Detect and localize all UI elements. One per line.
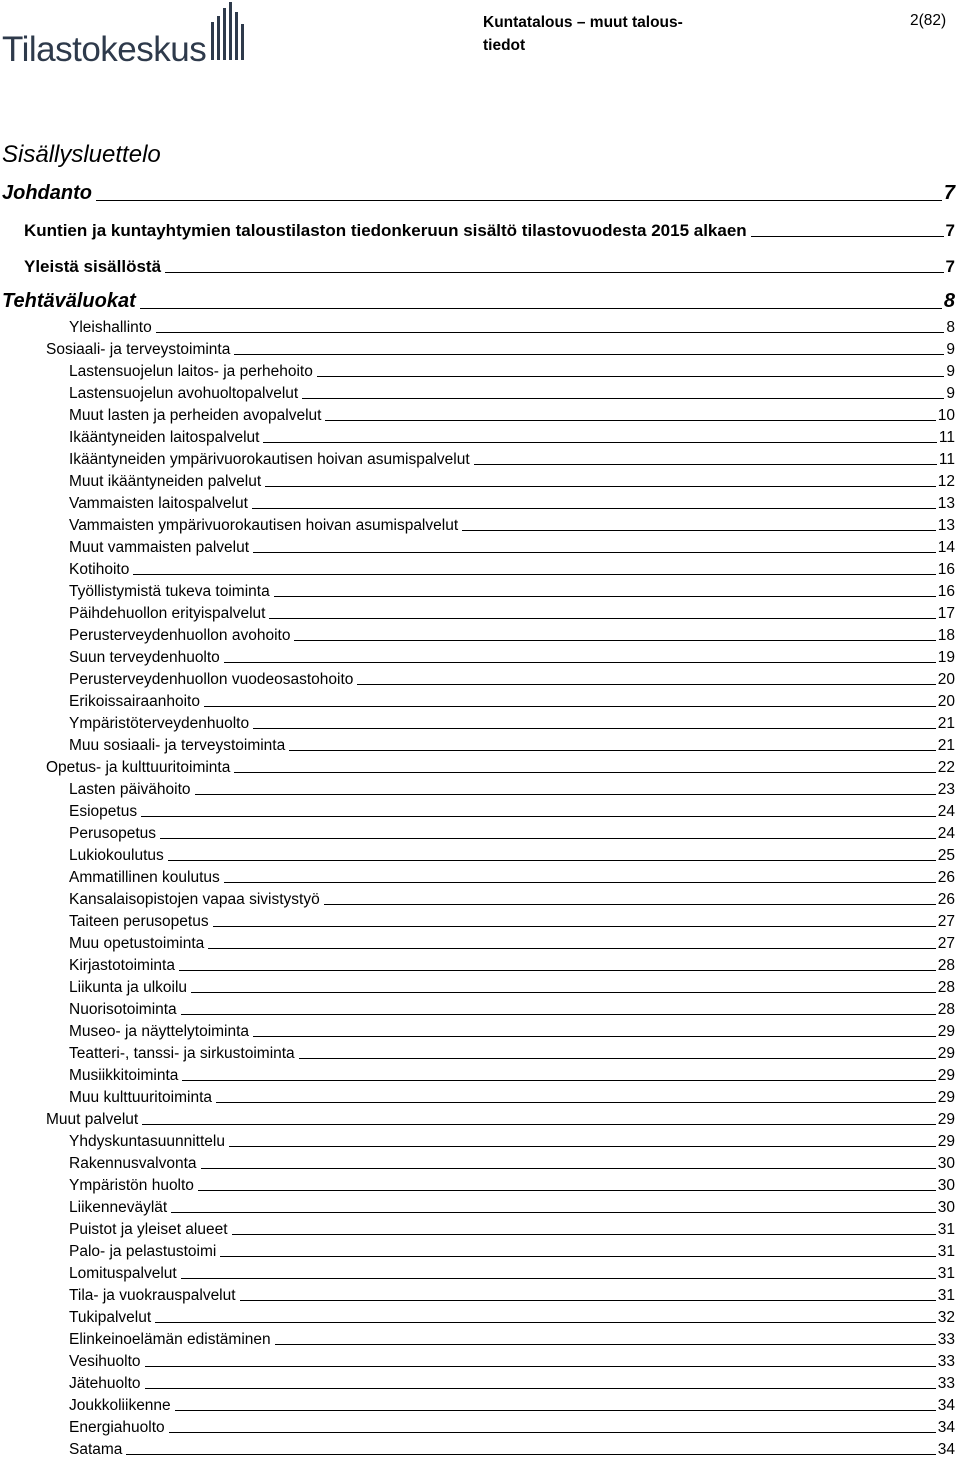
toc-entry-page: 11 bbox=[938, 451, 955, 468]
toc-entry-page: 29 bbox=[937, 1067, 955, 1084]
toc-entry[interactable] bbox=[69, 471, 955, 491]
toc-entry-title: Energiahuolto bbox=[69, 1419, 165, 1436]
toc-leader-line bbox=[269, 618, 935, 619]
toc-leader-line bbox=[240, 1300, 936, 1301]
toc-entry[interactable] bbox=[69, 735, 955, 755]
toc-leader-line bbox=[302, 398, 944, 399]
toc-entry-page: 9 bbox=[946, 363, 955, 380]
toc-entry-page: 16 bbox=[937, 583, 955, 600]
toc-leader-line bbox=[325, 420, 935, 421]
toc-entry-page: 22 bbox=[937, 759, 955, 776]
toc-entry[interactable] bbox=[69, 581, 955, 601]
toc-entry[interactable] bbox=[69, 1197, 955, 1217]
toc-entry-title: Muu sosiaali- ja terveystoiminta bbox=[69, 737, 286, 754]
toc-leader-line bbox=[169, 1432, 936, 1433]
toc-leader-line bbox=[208, 948, 935, 949]
toc-entry-page: 13 bbox=[937, 495, 955, 512]
toc-leader-line bbox=[294, 640, 935, 641]
toc-entry-title: Tehtäväluokat bbox=[2, 290, 136, 312]
toc-entry-page: 30 bbox=[937, 1155, 955, 1172]
toc-entry-page: 11 bbox=[938, 429, 955, 446]
toc-entry-page: 18 bbox=[937, 627, 955, 644]
toc-entry-page: 33 bbox=[937, 1375, 955, 1392]
toc-leader-line bbox=[168, 860, 936, 861]
toc-entry[interactable] bbox=[69, 383, 955, 403]
toc-entry-title: Lastensuojelun avohuoltopalvelut bbox=[69, 385, 299, 402]
toc-entry[interactable] bbox=[69, 1373, 955, 1393]
toc-entry-title: Kirjastotoiminta bbox=[69, 957, 175, 974]
toc-entry-title: Teatteri-, tanssi- ja sirkustoiminta bbox=[69, 1045, 295, 1062]
toc-entry-page: 28 bbox=[937, 957, 955, 974]
toc-entry-title: Muut lasten ja perheiden avopalvelut bbox=[69, 407, 322, 424]
toc-entry-title: Yleishallinto bbox=[69, 319, 152, 336]
toc-entry[interactable] bbox=[69, 801, 955, 821]
toc-leader-line bbox=[126, 1454, 935, 1455]
toc-entry-page: 26 bbox=[937, 869, 955, 886]
toc-leader-line bbox=[181, 1014, 936, 1015]
toc-leader-line bbox=[224, 882, 936, 883]
toc-entry-title: Esiopetus bbox=[69, 803, 138, 820]
toc-entry[interactable] bbox=[69, 911, 955, 931]
toc-entry-page: 29 bbox=[937, 1111, 955, 1128]
toc-leader-line bbox=[265, 486, 936, 487]
toc-entry[interactable] bbox=[46, 339, 955, 359]
toc-entry-title: Muut palvelut bbox=[46, 1111, 139, 1128]
toc-entry[interactable] bbox=[69, 1065, 955, 1085]
toc-entry-title: Liikenneväylät bbox=[69, 1199, 168, 1216]
toc-entry-title: Sosiaali- ja terveystoiminta bbox=[46, 341, 231, 358]
toc-leader-line bbox=[253, 552, 936, 553]
toc-leader-line bbox=[213, 926, 936, 927]
toc-leader-line bbox=[201, 1168, 936, 1169]
toc-entry-title: Kotihoito bbox=[69, 561, 130, 578]
toc-entry-page: 29 bbox=[937, 1023, 955, 1040]
toc-leader-line bbox=[252, 508, 936, 509]
toc-entry-title: Ikääntyneiden ympärivuorokautisen hoivan asumispalvelut bbox=[69, 451, 470, 468]
toc-entry[interactable] bbox=[69, 1439, 955, 1459]
toc-entry-page: 29 bbox=[937, 1089, 955, 1106]
toc-entry-page: 7 bbox=[945, 221, 955, 240]
toc-leader-line bbox=[191, 992, 936, 993]
toc-entry-page: 25 bbox=[937, 847, 955, 864]
toc-entry[interactable] bbox=[69, 515, 955, 535]
document-title: Kuntatalous – muut talous-tiedot bbox=[483, 14, 683, 54]
toc-leader-line bbox=[195, 794, 936, 795]
toc-entry[interactable] bbox=[69, 1087, 955, 1107]
toc-entry[interactable] bbox=[46, 757, 955, 777]
toc-entry-title: Vammaisten ympärivuorokautisen hoivan asumispalvelut bbox=[69, 517, 459, 534]
toc-leader-line bbox=[317, 376, 945, 377]
toc-leader-line bbox=[274, 596, 936, 597]
toc-leader-line bbox=[175, 1410, 936, 1411]
toc-leader-line bbox=[232, 1234, 936, 1235]
toc-entry[interactable] bbox=[69, 933, 955, 953]
toc-entry[interactable] bbox=[69, 713, 955, 733]
toc-entry[interactable] bbox=[69, 603, 955, 623]
toc-entry[interactable] bbox=[69, 1263, 955, 1283]
toc-entry-title: Muu kulttuuritoiminta bbox=[69, 1089, 213, 1106]
toc-entry-title: Rakennusvalvonta bbox=[69, 1155, 197, 1172]
toc-entry-page: 20 bbox=[937, 671, 955, 688]
toc-entry-title: Perusterveydenhuollon vuodeosastohoito bbox=[69, 671, 354, 688]
toc-entry-title: Ammatillinen koulutus bbox=[69, 869, 220, 886]
toc-entry-title: Lastensuojelun laitos- ja perhehoito bbox=[69, 363, 313, 380]
toc-entry-title: Nuorisotoiminta bbox=[69, 1001, 177, 1018]
toc-entry-title: Museo- ja näyttelytoiminta bbox=[69, 1023, 250, 1040]
toc-entry[interactable] bbox=[69, 1153, 955, 1173]
toc-entry[interactable] bbox=[69, 559, 955, 579]
toc-entry[interactable] bbox=[69, 779, 955, 799]
toc-entry-page: 19 bbox=[937, 649, 955, 666]
toc-entry-page: 26 bbox=[937, 891, 955, 908]
toc-entry-title: Satama bbox=[69, 1441, 123, 1458]
toc-entry-title: Jätehuolto bbox=[69, 1375, 141, 1392]
toc-entry-page: 9 bbox=[946, 341, 955, 358]
toc-entry[interactable] bbox=[69, 1395, 955, 1415]
toc-leader-line bbox=[165, 272, 944, 273]
toc-entry[interactable] bbox=[69, 625, 955, 645]
toc-entry[interactable] bbox=[69, 317, 955, 337]
toc-entry-title: Erikoissairaanhoito bbox=[69, 693, 200, 710]
toc-entry-page: 23 bbox=[937, 781, 955, 798]
toc-entry[interactable] bbox=[69, 955, 955, 975]
toc-entry[interactable] bbox=[69, 977, 955, 997]
toc-entry-title: Työllistymistä tukeva toiminta bbox=[69, 583, 270, 600]
toc-entry[interactable] bbox=[69, 1219, 955, 1239]
toc-entry-page: 31 bbox=[937, 1265, 955, 1282]
toc-entry-title: Tila- ja vuokrauspalvelut bbox=[69, 1287, 236, 1304]
toc-leader-line bbox=[216, 1102, 936, 1103]
toc-entry-title: Päihdehuollon erityispalvelut bbox=[69, 605, 266, 622]
toc-entry[interactable] bbox=[69, 1351, 955, 1371]
toc-entry-title: Opetus- ja kulttuuritoiminta bbox=[46, 759, 231, 776]
toc-entry[interactable] bbox=[69, 1285, 955, 1305]
toc-leader-line bbox=[357, 684, 935, 685]
toc-entry-page: 17 bbox=[937, 605, 955, 622]
toc-entry-page: 33 bbox=[937, 1353, 955, 1370]
toc-entry-page: 8 bbox=[943, 290, 955, 312]
toc-entry-title: Ympäristöterveydenhuolto bbox=[69, 715, 250, 732]
toc-entry-page: 30 bbox=[937, 1199, 955, 1216]
toc-entry[interactable] bbox=[69, 449, 955, 469]
toc-leader-line bbox=[155, 1322, 936, 1323]
toc-entry-page: 34 bbox=[937, 1397, 955, 1414]
toc-entry-title: Taiteen perusopetus bbox=[69, 913, 209, 930]
toc-entry-page: 29 bbox=[937, 1133, 955, 1150]
toc-entry-page: 28 bbox=[937, 979, 955, 996]
toc-entry-page: 29 bbox=[937, 1045, 955, 1062]
toc-entry[interactable] bbox=[69, 1175, 955, 1195]
toc-entry[interactable] bbox=[69, 867, 955, 887]
toc-entry-page: 28 bbox=[937, 1001, 955, 1018]
toc-leader-line bbox=[224, 662, 936, 663]
toc-entry[interactable] bbox=[46, 1109, 955, 1129]
toc-leader-line bbox=[253, 1036, 936, 1037]
toc-entry[interactable] bbox=[69, 1307, 955, 1327]
toc-entry-page: 31 bbox=[937, 1221, 955, 1238]
toc-entry-page: 24 bbox=[937, 825, 955, 842]
toc-entry[interactable] bbox=[69, 691, 955, 711]
toc-leader-line bbox=[234, 354, 944, 355]
toc-entry-title: Muut ikääntyneiden palvelut bbox=[69, 473, 262, 490]
toc-leader-line bbox=[275, 1344, 936, 1345]
toc-entry-page: 32 bbox=[937, 1309, 955, 1326]
toc-entry-title: Joukkoliikenne bbox=[69, 1397, 171, 1414]
toc-entry[interactable] bbox=[69, 427, 955, 447]
toc-entry-page: 21 bbox=[937, 737, 955, 754]
toc-leader-line bbox=[133, 574, 935, 575]
toc-entry-title: Vesihuolto bbox=[69, 1353, 141, 1370]
toc-entry[interactable] bbox=[2, 179, 955, 205]
page-number: 2(82) bbox=[910, 12, 947, 29]
toc-leader-line bbox=[140, 308, 942, 309]
toc-entry-title: Johdanto bbox=[2, 182, 92, 204]
toc-entry-title: Tukipalvelut bbox=[69, 1309, 152, 1326]
logo-wordmark: Tilastokeskus bbox=[2, 30, 207, 69]
toc-leader-line bbox=[160, 838, 936, 839]
toc-entry-title: Liikunta ja ulkoilu bbox=[69, 979, 188, 996]
toc-entry[interactable] bbox=[24, 253, 955, 277]
toc-entry[interactable] bbox=[69, 1131, 955, 1151]
toc-entry[interactable] bbox=[69, 1043, 955, 1063]
toc-entry-title: Suun terveydenhuolto bbox=[69, 649, 220, 666]
toc-entry[interactable] bbox=[69, 1021, 955, 1041]
toc-leader-line bbox=[96, 200, 942, 201]
toc-leader-line bbox=[474, 464, 937, 465]
toc-leader-line bbox=[234, 772, 935, 773]
toc-entry-title: Ympäristön huolto bbox=[69, 1177, 194, 1194]
toc-entry-page: 8 bbox=[946, 319, 955, 336]
toc-entry-title: Ikääntyneiden laitospalvelut bbox=[69, 429, 260, 446]
toc-entry[interactable] bbox=[69, 1329, 955, 1349]
toc-entry-page: 33 bbox=[937, 1331, 955, 1348]
toc-leader-line bbox=[204, 706, 936, 707]
toc-entry-page: 31 bbox=[937, 1287, 955, 1304]
toc-entry-page: 13 bbox=[937, 517, 955, 534]
toc-leader-line bbox=[263, 442, 936, 443]
toc-heading: Sisällysluettelo bbox=[2, 141, 161, 168]
toc-entry-title: Kuntien ja kuntayhtymien taloustilaston tiedonkeruun sisältö tilastovuodesta 2015 alkaen bbox=[24, 221, 747, 240]
toc-entry-title: Muu opetustoiminta bbox=[69, 935, 205, 952]
toc-leader-line bbox=[289, 750, 936, 751]
toc-entry-page: 31 bbox=[937, 1243, 955, 1260]
toc-entry[interactable] bbox=[69, 405, 955, 425]
toc-entry[interactable] bbox=[69, 647, 955, 667]
toc-entry-title: Lasten päivähoito bbox=[69, 781, 191, 798]
toc-leader-line bbox=[299, 1058, 936, 1059]
toc-entry-page: 7 bbox=[945, 257, 955, 276]
toc-entry-page: 7 bbox=[943, 182, 955, 204]
toc-leader-line bbox=[141, 816, 936, 817]
toc-entry-title: Palo- ja pelastustoimi bbox=[69, 1243, 217, 1260]
toc-entry-title: Puistot ja yleiset alueet bbox=[69, 1221, 228, 1238]
toc-entry[interactable] bbox=[69, 493, 955, 513]
toc-leader-line bbox=[145, 1366, 936, 1367]
toc-entry-page: 16 bbox=[937, 561, 955, 578]
toc-entry-title: Lomituspalvelut bbox=[69, 1265, 177, 1282]
toc-entry-title: Elinkeinoelämän edistäminen bbox=[69, 1331, 271, 1348]
toc-entry-title: Perusopetus bbox=[69, 825, 157, 842]
toc-entry-title: Yleistä sisällöstä bbox=[24, 257, 162, 276]
toc-entry[interactable] bbox=[69, 361, 955, 381]
toc-leader-line bbox=[156, 332, 945, 333]
toc-entry[interactable] bbox=[69, 1241, 955, 1261]
toc-entry-page: 27 bbox=[937, 913, 955, 930]
toc-leader-line bbox=[145, 1388, 936, 1389]
toc-leader-line bbox=[181, 1278, 936, 1279]
toc-leader-line bbox=[179, 970, 936, 971]
toc-entry-page: 34 bbox=[937, 1419, 955, 1436]
toc-entry[interactable] bbox=[69, 669, 955, 689]
toc-entry-title: Perusterveydenhuollon avohoito bbox=[69, 627, 291, 644]
toc-entry-title: Musiikkitoiminta bbox=[69, 1067, 179, 1084]
toc-entry-title: Kansalaisopistojen vapaa sivistystyö bbox=[69, 891, 320, 908]
toc-entry[interactable] bbox=[69, 889, 955, 909]
toc-entry[interactable] bbox=[69, 999, 955, 1019]
toc-leader-line bbox=[229, 1146, 936, 1147]
toc-leader-line bbox=[171, 1212, 936, 1213]
toc-entry[interactable] bbox=[69, 537, 955, 557]
toc-entry-page: 10 bbox=[937, 407, 955, 424]
toc-leader-line bbox=[142, 1124, 936, 1125]
toc-entry[interactable] bbox=[69, 823, 955, 843]
toc-entry-page: 27 bbox=[937, 935, 955, 952]
toc-entry-page: 12 bbox=[937, 473, 955, 490]
toc-leader-line bbox=[751, 236, 944, 237]
toc-entry-title: Lukiokoulutus bbox=[69, 847, 164, 864]
toc-entry-page: 30 bbox=[937, 1177, 955, 1194]
toc-leader-line bbox=[182, 1080, 935, 1081]
toc-entry-title: Muut vammaisten palvelut bbox=[69, 539, 250, 556]
toc-entry-page: 9 bbox=[946, 385, 955, 402]
toc-leader-line bbox=[462, 530, 936, 531]
toc-leader-line bbox=[198, 1190, 936, 1191]
toc-entry-page: 24 bbox=[937, 803, 955, 820]
toc-entry-page: 20 bbox=[937, 693, 955, 710]
toc-entry[interactable] bbox=[69, 845, 955, 865]
toc-leader-line bbox=[220, 1256, 935, 1257]
toc-leader-line bbox=[253, 728, 936, 729]
toc-entry-page: 21 bbox=[937, 715, 955, 732]
toc-entry-page: 34 bbox=[937, 1441, 955, 1458]
toc-entry[interactable] bbox=[24, 217, 955, 241]
toc-entry-title: Yhdyskuntasuunnittelu bbox=[69, 1133, 225, 1150]
toc-entry-title: Vammaisten laitospalvelut bbox=[69, 495, 248, 512]
toc-entry[interactable] bbox=[69, 1417, 955, 1437]
toc-leader-line bbox=[324, 904, 936, 905]
toc-entry[interactable] bbox=[2, 287, 955, 313]
toc-entry-page: 14 bbox=[937, 539, 955, 556]
